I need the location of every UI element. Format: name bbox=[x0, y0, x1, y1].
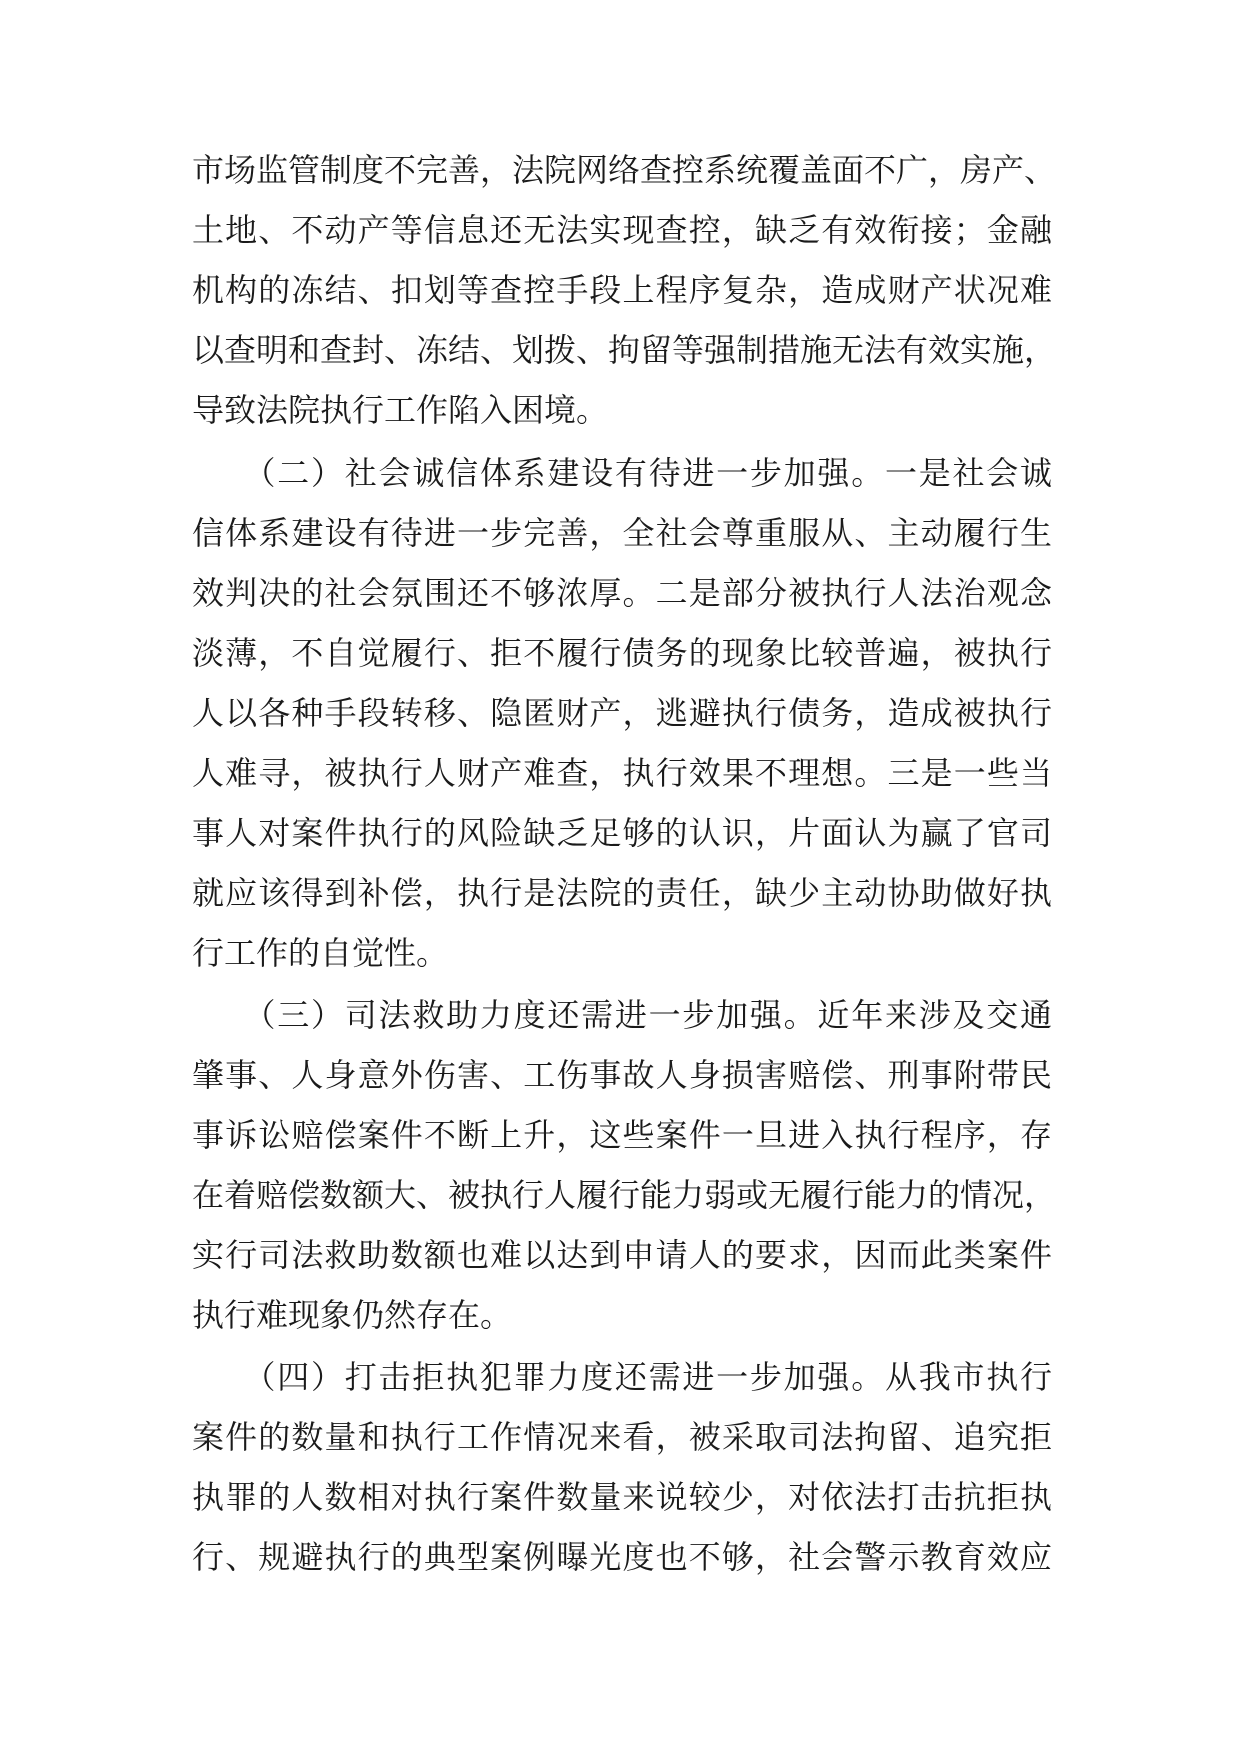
text-line: （四）打击拒执犯罪力度还需进一步加强。从我市执行 bbox=[192, 1358, 1052, 1396]
text-line: 事人对案件执行的风险缺乏足够的认识，片面认为赢了官司 bbox=[192, 814, 1052, 852]
text-line: （三）司法救助力度还需进一步加强。近年来涉及交通 bbox=[192, 996, 1052, 1034]
text-line: 实行司法救助数额也难以达到申请人的要求，因而此类案件 bbox=[192, 1236, 1052, 1274]
text-line: 效判决的社会氛围还不够浓厚。二是部分被执行人法治观念 bbox=[192, 574, 1052, 612]
text-line: 信体系建设有待进一步完善，全社会尊重服从、主动履行生 bbox=[192, 514, 1052, 552]
text-line: 就应该得到补偿，执行是法院的责任，缺少主动协助做好执 bbox=[192, 874, 1052, 912]
text-line: 淡薄，不自觉履行、拒不履行债务的现象比较普遍，被执行 bbox=[192, 634, 1052, 672]
text-line: （二）社会诚信体系建设有待进一步加强。一是社会诚 bbox=[192, 454, 1052, 492]
text-line: 事诉讼赔偿案件不断上升，这些案件一旦进入执行程序，存 bbox=[192, 1116, 1052, 1154]
text-line: 市场监管制度不完善，法院网络查控系统覆盖面不广，房产、 bbox=[192, 151, 1057, 189]
text-line: 机构的冻结、扣划等查控手段上程序复杂，造成财产状况难 bbox=[192, 271, 1052, 309]
text-line: 执行难现象仍然存在。 bbox=[192, 1296, 513, 1334]
text-line: 案件的数量和执行工作情况来看，被采取司法拘留、追究拒 bbox=[192, 1418, 1052, 1456]
text-line: 土地、不动产等信息还无法实现查控，缺乏有效衔接；金融 bbox=[192, 211, 1052, 249]
text-line: 人以各种手段转移、隐匿财产，逃避执行债务，造成被执行 bbox=[192, 694, 1052, 732]
text-line: 行、规避执行的典型案例曝光度也不够，社会警示教育效应 bbox=[192, 1538, 1052, 1576]
text-line: 行工作的自觉性。 bbox=[192, 934, 449, 972]
text-line: 以查明和查封、冻结、划拨、拘留等强制措施无法有效实施， bbox=[192, 331, 1057, 369]
text-line: 肇事、人身意外伤害、工伤事故人身损害赔偿、刑事附带民 bbox=[192, 1056, 1052, 1094]
text-line: 在着赔偿数额大、被执行人履行能力弱或无履行能力的情况， bbox=[192, 1176, 1057, 1214]
text-line: 执罪的人数相对执行案件数量来说较少，对依法打击抗拒执 bbox=[192, 1478, 1052, 1516]
text-line: 导致法院执行工作陷入困境。 bbox=[192, 391, 609, 429]
text-line: 人难寻，被执行人财产难查，执行效果不理想。三是一些当 bbox=[192, 754, 1052, 792]
